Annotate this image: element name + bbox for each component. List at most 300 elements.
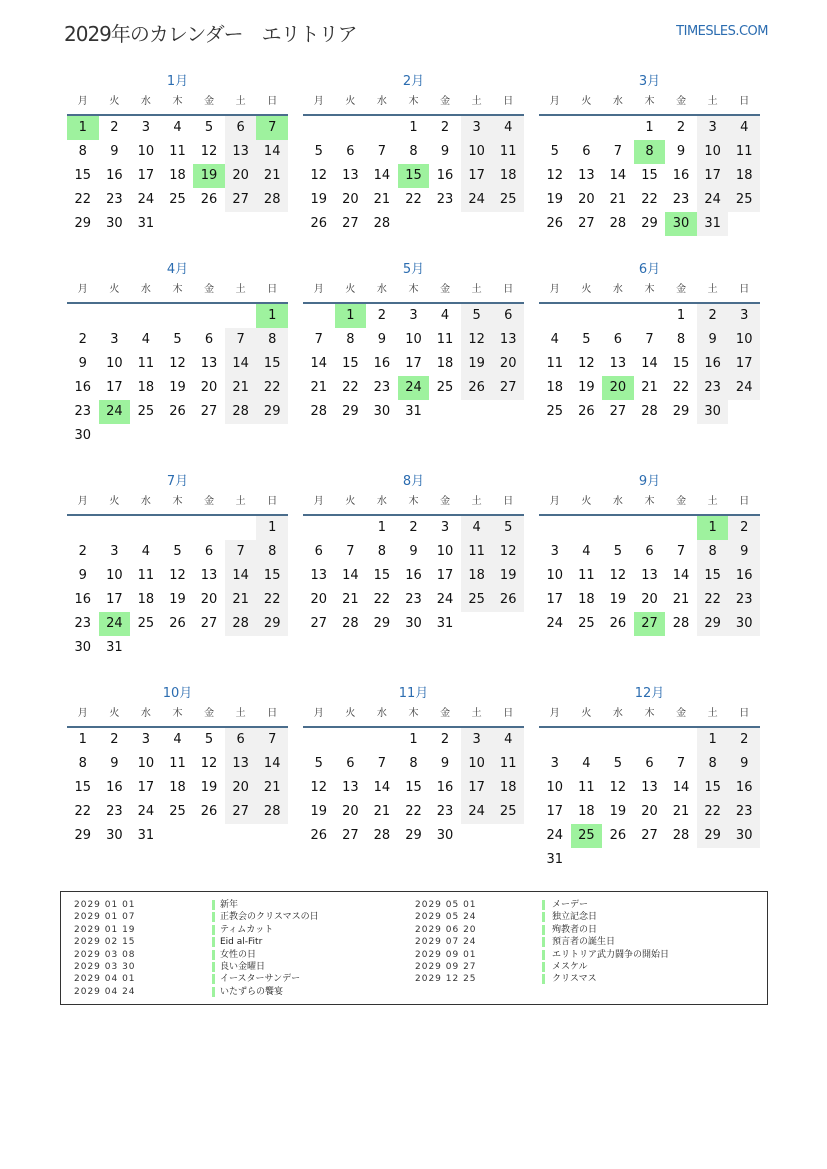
day-cell: 15: [256, 352, 288, 376]
holiday-date: 2029 01 19: [74, 924, 136, 935]
day-cell: 22: [74, 192, 92, 207]
empty-cell: [571, 304, 603, 328]
holiday-marker: [542, 900, 545, 910]
holiday-marker: [212, 925, 215, 935]
empty-cell: [366, 116, 398, 140]
day-cell: 13: [200, 568, 218, 583]
day-cell: 17: [137, 780, 155, 795]
day-grid: [67, 304, 288, 448]
day-cell: 7: [225, 328, 257, 352]
day-cell: 27: [578, 216, 595, 231]
day-cell: 10: [728, 328, 760, 352]
day-cell: 5: [173, 332, 182, 347]
day-cell: 15: [672, 356, 690, 371]
day-cell: 5: [613, 544, 623, 559]
day-cell: 3: [461, 728, 493, 752]
day-cell: 10: [546, 780, 564, 795]
empty-cell: [225, 516, 257, 540]
day-cell: 3: [141, 732, 151, 747]
day-grid: [303, 304, 524, 424]
weekday-label: 日: [739, 708, 750, 719]
day-cell: 9: [440, 756, 450, 771]
holiday-date: 2029 05 01: [415, 900, 477, 910]
weekday-label: 火: [109, 708, 120, 719]
month-title: 12月: [634, 686, 665, 701]
weekday-label: 金: [204, 496, 215, 507]
day-cell: 28: [225, 400, 257, 424]
day-cell: 24: [546, 616, 564, 631]
day-cell: 29: [74, 828, 92, 843]
day-cell: 1: [377, 520, 387, 535]
empty-cell: [67, 304, 99, 328]
day-cell: 17: [697, 164, 729, 188]
empty-cell: [193, 516, 225, 540]
day-cell: 13: [342, 780, 359, 795]
day-cell: 11: [436, 332, 454, 347]
day-cell: 27: [492, 376, 524, 400]
holiday-name: Eid al-Fitr: [220, 937, 263, 948]
weekday-label: 土: [707, 496, 718, 507]
day-cell: 16: [436, 780, 454, 795]
day-cell: 19: [310, 192, 328, 207]
day-cell: 13: [609, 356, 627, 371]
day-cell: 19: [461, 352, 493, 376]
day-cell: 7: [676, 756, 686, 771]
weekday-label: 土: [471, 284, 482, 295]
day-grid: [539, 116, 760, 236]
holiday-name: 新年: [220, 900, 239, 910]
holiday-date: 2029 04 24: [74, 986, 136, 997]
weekday-label: 金: [676, 284, 687, 295]
empty-cell: [602, 304, 634, 328]
month-calendar: [539, 684, 760, 872]
day-cell: 25: [578, 616, 595, 631]
day-cell: 29: [697, 612, 729, 636]
holiday-marker: [212, 974, 215, 984]
day-cell: 6: [225, 728, 257, 752]
weekday-label: 月: [313, 284, 324, 295]
day-cell: 28: [310, 404, 328, 419]
weekday-label: 火: [581, 284, 592, 295]
day-cell: 16: [672, 168, 690, 183]
day-cell: 7: [256, 728, 288, 752]
day-cell: 17: [137, 168, 155, 183]
holiday-day-cell: 1: [335, 304, 367, 328]
day-cell: 16: [728, 776, 760, 800]
weekday-header: [303, 280, 524, 304]
site-logo: TIMESLES.COM: [676, 24, 768, 39]
month-title: 7月: [166, 474, 189, 489]
empty-cell: [225, 304, 257, 328]
day-cell: 15: [641, 168, 658, 183]
weekday-label: 土: [471, 708, 482, 719]
day-cell: 1: [697, 728, 729, 752]
day-cell: 25: [169, 804, 186, 819]
day-cell: 11: [578, 568, 595, 583]
day-cell: 9: [377, 332, 387, 347]
day-cell: 26: [200, 192, 218, 207]
holiday-name: エリトリア武力闘争の開始日: [552, 949, 670, 960]
day-cell: 29: [641, 216, 658, 231]
weekday-label: 日: [267, 284, 278, 295]
empty-cell: [162, 304, 194, 328]
day-cell: 7: [225, 540, 257, 564]
weekday-label: 水: [612, 708, 623, 719]
day-cell: 31: [137, 828, 155, 843]
day-cell: 23: [405, 592, 422, 607]
day-cell: 26: [578, 404, 595, 419]
weekday-label: 日: [267, 496, 278, 507]
month-calendar: [303, 260, 524, 424]
day-cell: 20: [310, 592, 328, 607]
day-cell: 11: [461, 540, 493, 564]
weekday-label: 火: [345, 496, 356, 507]
empty-cell: [539, 516, 571, 540]
day-cell: 25: [492, 800, 524, 824]
holiday-marker: [212, 912, 215, 922]
day-cell: 6: [346, 756, 355, 771]
weekday-label: 日: [503, 284, 514, 295]
weekday-label: 金: [676, 708, 687, 719]
weekday-label: 木: [408, 708, 419, 719]
empty-cell: [571, 728, 603, 752]
day-cell: 4: [461, 516, 493, 540]
day-cell: 19: [169, 380, 186, 395]
holiday-name: いたずらの饗宴: [220, 986, 284, 997]
day-cell: 7: [377, 144, 387, 159]
empty-cell: [303, 728, 335, 752]
day-cell: 23: [106, 192, 123, 207]
day-cell: 23: [106, 804, 123, 819]
day-cell: 22: [342, 380, 359, 395]
day-cell: 3: [550, 544, 559, 559]
holiday-date: 2029 01 07: [74, 912, 136, 923]
holiday-name: 預言者の誕生日: [552, 937, 616, 948]
empty-cell: [193, 304, 225, 328]
day-cell: 12: [492, 540, 524, 564]
day-cell: 22: [256, 376, 288, 400]
day-cell: 19: [578, 380, 595, 395]
weekday-label: 月: [313, 496, 324, 507]
day-cell: 17: [436, 568, 454, 583]
holiday-day-cell: 1: [697, 516, 729, 540]
day-cell: 7: [613, 144, 623, 159]
day-cell: 24: [461, 800, 493, 824]
day-cell: 26: [310, 216, 328, 231]
day-cell: 22: [74, 804, 92, 819]
day-cell: 22: [697, 588, 729, 612]
weekday-label: 木: [172, 496, 183, 507]
holiday-marker: [212, 962, 215, 972]
weekday-label: 土: [707, 284, 718, 295]
weekday-label: 水: [612, 496, 623, 507]
day-cell: 24: [728, 376, 760, 400]
day-cell: 11: [492, 752, 524, 776]
day-cell: 24: [461, 188, 493, 212]
day-cell: 3: [409, 308, 418, 323]
weekday-label: 水: [376, 96, 387, 107]
day-cell: 16: [74, 592, 92, 607]
day-cell: 14: [672, 780, 690, 795]
day-cell: 25: [728, 188, 760, 212]
month-title: 8月: [402, 474, 425, 489]
day-cell: 27: [310, 616, 328, 631]
day-cell: 14: [641, 356, 658, 371]
month-calendar: [303, 684, 524, 848]
day-cell: 26: [492, 588, 524, 612]
day-cell: 10: [137, 144, 155, 159]
day-cell: 3: [110, 332, 119, 347]
weekday-label: 水: [376, 496, 387, 507]
month-title: 6月: [638, 262, 661, 277]
day-cell: 30: [106, 216, 123, 231]
day-cell: 4: [440, 308, 450, 323]
day-cell: 9: [409, 544, 418, 559]
day-cell: 2: [440, 732, 450, 747]
empty-cell: [162, 516, 194, 540]
day-cell: 9: [676, 144, 686, 159]
day-cell: 28: [373, 828, 391, 843]
day-cell: 17: [728, 352, 760, 376]
month-title: 4月: [166, 262, 189, 277]
holiday-marker: [542, 925, 545, 935]
holiday-date: 2029 01 01: [74, 900, 136, 910]
holiday-name: イースターサンデー: [220, 974, 301, 985]
day-cell: 8: [256, 328, 288, 352]
day-cell: 28: [342, 616, 359, 631]
weekday-header: [67, 92, 288, 116]
day-cell: 29: [74, 216, 92, 231]
weekday-label: 金: [440, 96, 451, 107]
weekday-label: 日: [739, 96, 750, 107]
holidays-box: [60, 891, 768, 1005]
day-cell: 29: [697, 824, 729, 848]
day-cell: 19: [200, 780, 218, 795]
holiday-day-cell: 27: [634, 612, 666, 636]
holiday-day-cell: 15: [398, 164, 430, 188]
day-cell: 15: [342, 356, 359, 371]
weekday-header: [539, 492, 760, 516]
weekday-label: 木: [172, 708, 183, 719]
day-cell: 15: [697, 776, 729, 800]
day-cell: 6: [225, 116, 257, 140]
holiday-day-cell: 20: [602, 376, 634, 400]
day-cell: 15: [74, 780, 92, 795]
day-cell: 16: [106, 780, 123, 795]
empty-cell: [99, 516, 131, 540]
day-cell: 24: [546, 828, 564, 843]
holiday-marker: [212, 900, 215, 910]
day-cell: 4: [492, 116, 524, 140]
day-cell: 8: [676, 332, 686, 347]
day-cell: 10: [106, 356, 123, 371]
day-cell: 8: [78, 144, 87, 159]
holiday-marker: [542, 962, 545, 972]
day-cell: 26: [609, 828, 627, 843]
day-cell: 19: [310, 804, 328, 819]
day-cell: 9: [110, 144, 119, 159]
day-cell: 2: [440, 120, 450, 135]
day-cell: 9: [728, 752, 760, 776]
empty-cell: [602, 516, 634, 540]
weekday-label: 木: [644, 708, 655, 719]
day-cell: 2: [728, 516, 760, 540]
empty-cell: [130, 304, 162, 328]
day-cell: 23: [728, 588, 760, 612]
day-cell: 5: [613, 756, 623, 771]
day-cell: 27: [641, 828, 658, 843]
day-cell: 27: [200, 616, 218, 631]
day-cell: 22: [373, 592, 391, 607]
holiday-date: 2029 04 01: [74, 974, 136, 985]
day-cell: 3: [141, 120, 151, 135]
day-cell: 9: [697, 328, 729, 352]
day-cell: 21: [609, 192, 627, 207]
day-cell: 17: [405, 356, 422, 371]
day-cell: 28: [225, 612, 257, 636]
day-cell: 6: [645, 756, 654, 771]
weekday-label: 金: [204, 708, 215, 719]
weekday-header: [539, 280, 760, 304]
day-cell: 18: [137, 380, 155, 395]
holiday-name: 殉教者の日: [552, 924, 598, 935]
day-cell: 14: [225, 352, 257, 376]
day-cell: 17: [546, 804, 564, 819]
day-cell: 9: [440, 144, 450, 159]
weekday-label: 月: [77, 496, 88, 507]
day-cell: 1: [409, 732, 418, 747]
day-cell: 30: [728, 612, 760, 636]
day-cell: 12: [310, 168, 328, 183]
day-cell: 7: [377, 756, 387, 771]
day-cell: 3: [697, 116, 729, 140]
day-cell: 11: [492, 140, 524, 164]
day-cell: 6: [204, 332, 214, 347]
day-cell: 17: [461, 776, 493, 800]
empty-cell: [602, 116, 634, 140]
day-cell: 28: [373, 216, 391, 231]
month-calendar: [539, 260, 760, 424]
day-grid: [67, 116, 288, 236]
day-cell: 11: [169, 144, 186, 159]
holiday-name: 女性の日: [220, 949, 257, 960]
day-cell: 23: [74, 616, 92, 631]
month-title: 11月: [398, 686, 429, 701]
day-cell: 11: [137, 356, 155, 371]
day-cell: 12: [310, 780, 328, 795]
holiday-date: 2029 03 08: [74, 949, 136, 960]
day-cell: 19: [169, 592, 186, 607]
month-title: 2月: [402, 74, 425, 89]
day-cell: 25: [546, 404, 564, 419]
month-title: 5月: [402, 262, 425, 277]
day-cell: 4: [582, 544, 591, 559]
day-cell: 17: [106, 380, 123, 395]
day-cell: 4: [141, 332, 151, 347]
day-cell: 2: [409, 520, 418, 535]
weekday-label: 金: [676, 496, 687, 507]
day-cell: 8: [78, 756, 87, 771]
day-cell: 7: [645, 332, 654, 347]
holiday-date: 2029 09 01: [415, 949, 477, 960]
day-cell: 3: [461, 116, 493, 140]
month-calendar: [539, 472, 760, 636]
day-cell: 3: [550, 756, 559, 771]
day-cell: 16: [697, 352, 729, 376]
day-cell: 30: [436, 828, 454, 843]
day-cell: 29: [256, 400, 288, 424]
day-cell: 30: [697, 400, 729, 424]
day-cell: 18: [578, 804, 595, 819]
empty-cell: [130, 516, 162, 540]
day-cell: 12: [200, 144, 218, 159]
weekday-label: 水: [140, 708, 151, 719]
weekday-label: 金: [676, 96, 687, 107]
day-cell: 27: [200, 404, 218, 419]
day-cell: 30: [728, 824, 760, 848]
day-cell: 1: [256, 516, 288, 540]
day-cell: 28: [256, 188, 288, 212]
weekday-label: 木: [408, 96, 419, 107]
day-cell: 10: [461, 752, 493, 776]
day-cell: 20: [641, 804, 658, 819]
holiday-name: クリスマス: [552, 974, 597, 985]
day-cell: 4: [582, 756, 591, 771]
holiday-marker: [542, 912, 545, 922]
day-cell: 24: [137, 192, 155, 207]
day-cell: 21: [310, 380, 328, 395]
page-title: 2029年のカレンダー エリトリア: [64, 22, 357, 46]
weekday-label: 日: [503, 96, 514, 107]
day-cell: 15: [74, 168, 92, 183]
day-cell: 26: [310, 828, 328, 843]
day-cell: 14: [609, 168, 627, 183]
day-cell: 3: [728, 304, 760, 328]
day-cell: 13: [225, 140, 257, 164]
day-cell: 21: [672, 592, 690, 607]
weekday-label: 金: [440, 708, 451, 719]
day-cell: 22: [405, 192, 422, 207]
day-cell: 1: [409, 120, 418, 135]
day-cell: 29: [373, 616, 391, 631]
day-cell: 15: [405, 780, 422, 795]
holiday-day-cell: 1: [256, 304, 288, 328]
month-title: 10月: [162, 686, 193, 701]
day-cell: 4: [173, 120, 182, 135]
weekday-label: 火: [581, 96, 592, 107]
holiday-day-cell: 7: [256, 116, 288, 140]
holiday-day-cell: 24: [99, 400, 131, 424]
holiday-marker: [542, 974, 545, 984]
day-cell: 8: [697, 540, 729, 564]
month-calendar: [67, 72, 288, 236]
day-cell: 12: [609, 780, 627, 795]
holiday-name: ティムカット: [220, 924, 274, 935]
day-cell: 22: [672, 380, 690, 395]
day-cell: 21: [373, 804, 391, 819]
day-cell: 26: [461, 376, 493, 400]
day-cell: 26: [169, 616, 186, 631]
day-cell: 27: [342, 216, 359, 231]
day-cell: 12: [461, 328, 493, 352]
empty-cell: [571, 516, 603, 540]
day-cell: 2: [377, 308, 387, 323]
day-cell: 18: [436, 356, 454, 371]
day-cell: 3: [110, 544, 119, 559]
weekday-header: [67, 704, 288, 728]
day-cell: 5: [173, 544, 182, 559]
day-cell: 13: [492, 328, 524, 352]
